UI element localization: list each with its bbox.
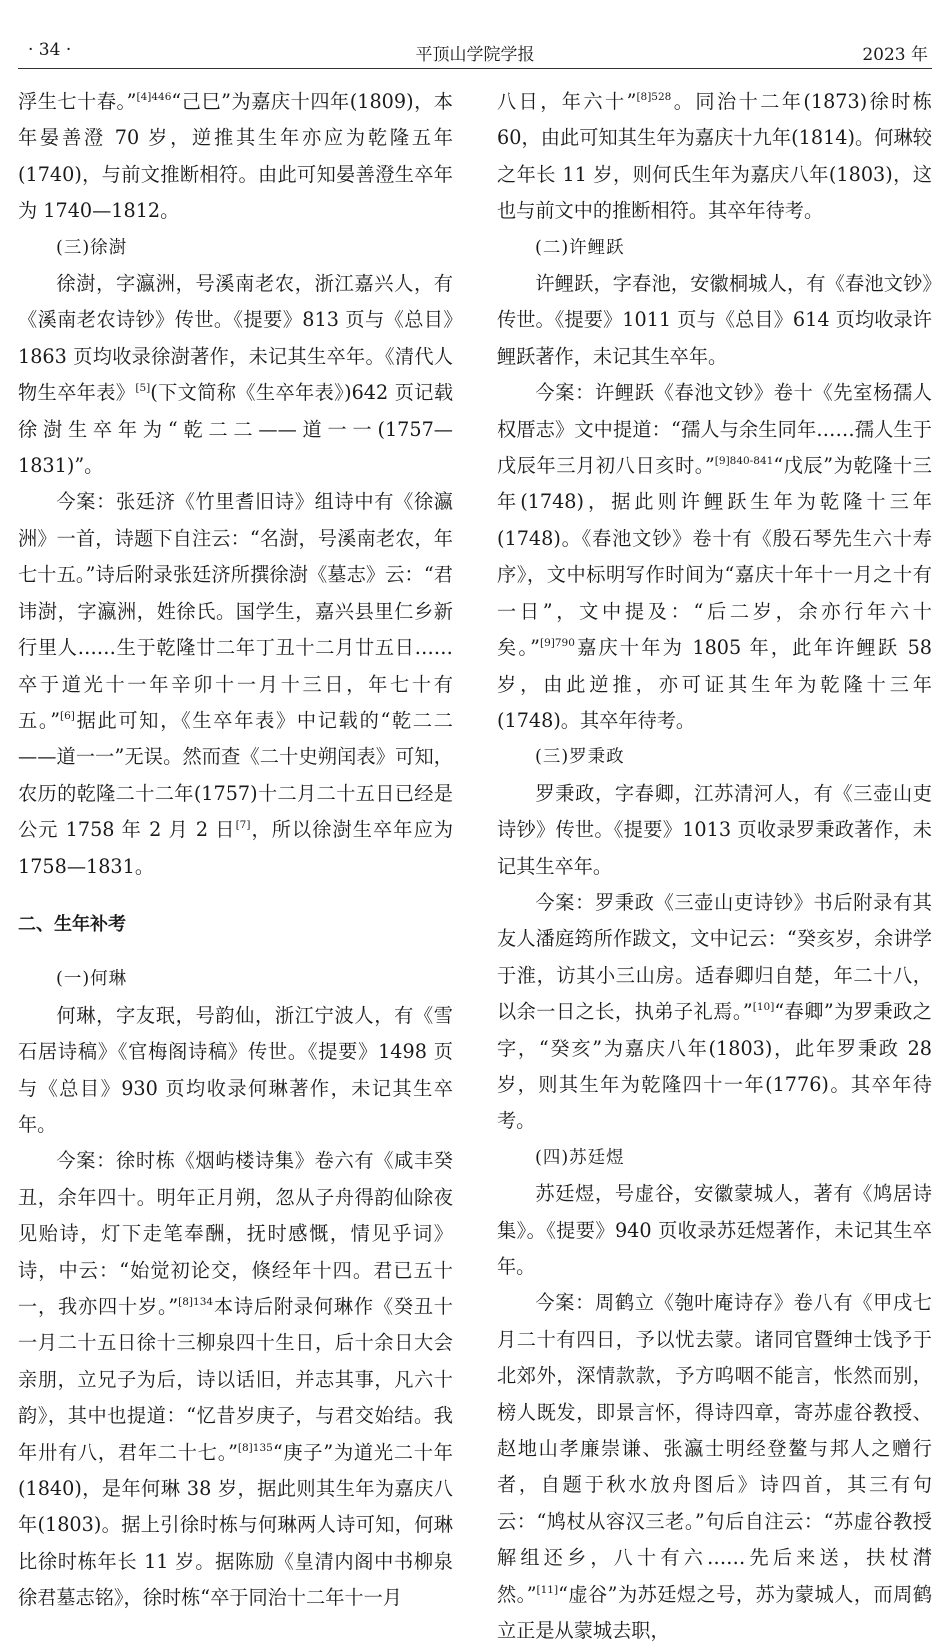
paragraph: 罗秉政，字春卿，江苏清河人，有《三壶山吏诗钞》传世。《提要》1013 页收录罗秉政著作，未记其生卒年。 <box>497 781 932 878</box>
citation-marker: [8]135 <box>237 1441 273 1454</box>
paragraph: 浮生七十春。”$^{[4]446}$“己巳”为嘉庆十四年(1809)，本年晏善澄 70 岁，逆推其生年亦应为乾隆五年(1740)，与前文推断相符。由此可知晏善澄生卒年为 1740—1812。 <box>18 90 453 223</box>
paragraph: 今案：周鹤立《匏叶庵诗存》卷八有《甲戌七月二十有四日，予以忧去蒙。诸同官暨绅士饯予于北郊外，深情款款，予方呜咽不能言，怅然而别，榜人既发，即景言怀，得诗四章，寄苏虚谷教授、赵地山孝廉崇谦、张瀛士明经登鳌与邦人之赠行者，自题于秋水放舟图后》诗四首，其三有句云：“鸠杖从容汉三老。”句后自注云：“苏虚谷教授解组还乡，八十有六……先后来送，扶杖潸然。”[11]“虚谷”为苏廷煜之号，苏为蒙城人，而周鹤立正是从蒙城去职， <box>497 1291 932 1643</box>
citation-marker: [9]790 <box>540 637 575 650</box>
left-column <box>18 84 453 1617</box>
page-number: · 34 · <box>28 40 72 60</box>
citation-marker: [4]446 <box>136 91 172 103</box>
section-heading: 二、生年补考 <box>18 913 126 935</box>
citation-marker: [8]528 <box>636 91 672 103</box>
citation-marker: [9]840-841 <box>714 455 774 468</box>
right-column <box>497 84 932 1649</box>
citation-marker: [6] <box>60 709 75 722</box>
publication-year: 2023 年 <box>862 45 928 65</box>
citation-marker: [11] <box>536 1583 559 1596</box>
paragraph: 今案：徐时栋《烟屿楼诗集》卷六有《咸丰癸丑，余年四十。明年正月朔，忽从子舟得韵仙除夜见贻诗，灯下走笔奉酬，抚时感慨，情见乎词》诗，中云：“始觉初论交，倏经年十四。君已五十一，我亦四十岁。”$^{[8]134}$本诗后附录何琳作《癸丑十一月二十五日徐十三柳泉四十生日，后十余日大会亲朋，立兄子为后，诗以话旧，并志其事，凡六十韵》，其中也提道：“忆昔岁庚子，与君交始结。我年卅有八，君年二十七。”$^{[8]135}$“庚子”为道光二十年(1840)，是年何琳 38 岁，据此则其生年为嘉庆八年(1803)。据上引徐时栋与何琳两人诗可知，何琳比徐时栋年长 11 岁。据陈励《皇清内阁中书柳泉徐君墓志铭》，徐时栋“卒于同治十二年十一月 <box>18 1149 453 1610</box>
citation-marker: [10] <box>752 1001 775 1014</box>
subheading: (一)何琳 <box>56 969 128 990</box>
journal-title: 平顶山学院学报 <box>415 45 535 65</box>
subheading: (三)罗秉政 <box>535 747 625 768</box>
subheading: (三)徐澍 <box>56 237 128 258</box>
paragraph: 何琳，字友珉，号韵仙，浙江宁波人，有《雪石居诗稿》《官梅阁诗稿》传世。《提要》1498 页与《总目》930 页均收录何琳著作，未记其生卒年。 <box>18 1003 453 1136</box>
paragraph: 苏廷煜，号虚谷，安徽蒙城人，著有《鸠居诗集》。《提要》940 页收录苏廷煜著作，未记其生卒年。 <box>497 1182 932 1278</box>
citation-marker: [8]134 <box>178 1296 214 1308</box>
paragraph: 今案：罗秉政《三壶山吏诗钞》书后附录有其友人潘庭筠所作跋文，文中记云：“癸亥岁，余讲学于淮，访其小三山房。适春卿归自楚，年二十八，以余一日之长，执弟子礼焉。”[10]“春卿”为罗秉政之字，“癸亥”为嘉庆八年(1803)，此年罗秉政 28 岁，则其生年为乾隆四十一年(1776)。其卒年待考。 <box>497 890 932 1133</box>
running-header <box>18 38 932 69</box>
paragraph: 今案：许鲤跃《春池文钞》卷十《先室杨孺人权厝志》文中提道：“孺人与余生同年……孺人生于戊辰年三月初八日亥时。”$^{[9]840-841}$“戊辰”为乾隆十三年(1748)，据此则许鲤跃生年为乾隆十三年(1748)。《春池文钞》卷十有《殷石琴先生六十寿序》，文中标明写作时间为“嘉庆十年十一月之十有一日”，文中提及：“后二岁，余亦行年六十矣。”$^{[9]790}$嘉庆十年为 1805 年，此年许鲤跃 58 岁，由此逆推，亦可证其生年为乾隆十三年(1748)。其卒年待考。 <box>497 381 932 732</box>
subheading: (四)苏廷煜 <box>535 1147 625 1168</box>
paragraph: 今案：张廷济《竹里耆旧诗》组诗中有《徐瀛洲》一首，诗题下自注云：“名澍，号溪南老农，年七十五。”诗后附录张廷济所撰徐澍《墓志》云：“君讳澍，字瀛洲，姓徐氏。国学生，嘉兴县里仁乡新行里人……生于乾隆廿二年丁丑十二月廿五日……卒于道光十一年辛卯十一月十三日，年七十有五。”[6]据此可知，《生卒年表》中记载的“乾二二——道一一”无误。然而查《二十史朔闰表》可知，农历的乾隆二十二年(1757)十二月二十五日已经是公元 1758 年 2 月 2 日[7]，所以徐澍生卒年应为 1758—1831。 <box>18 490 454 878</box>
citation-marker: [7] <box>235 819 251 832</box>
paragraph: 许鲤跃，字春池，安徽桐城人，有《春池文钞》传世。《提要》1011 页与《总目》614 页均收录许鲤跃著作，未记其生卒年。 <box>497 272 932 368</box>
paragraph: 八日，年六十”$^{[8]528}$。同治十二年(1873)徐时栋 60，由此可知其生年为嘉庆十九年(1814)。何琳较之年长 11 岁，则何氏生年为嘉庆八年(1803)，这也与前文中的推断相符。其卒年待考。 <box>497 90 932 223</box>
subheading: (二)许鲤跃 <box>535 237 625 258</box>
paragraph: 徐澍，字瀛洲，号溪南老农，浙江嘉兴人，有《溪南老农诗钞》传世。《提要》813 页与《总目》1863 页均收录徐澍著作，未记其生卒年。《清代人物生卒年表》[5](下文简称《生卒年表》)642 页记载徐澍生卒年为“乾二二——道一一(1757—1831)”。 <box>18 272 454 478</box>
citation-marker: [5] <box>135 382 151 395</box>
